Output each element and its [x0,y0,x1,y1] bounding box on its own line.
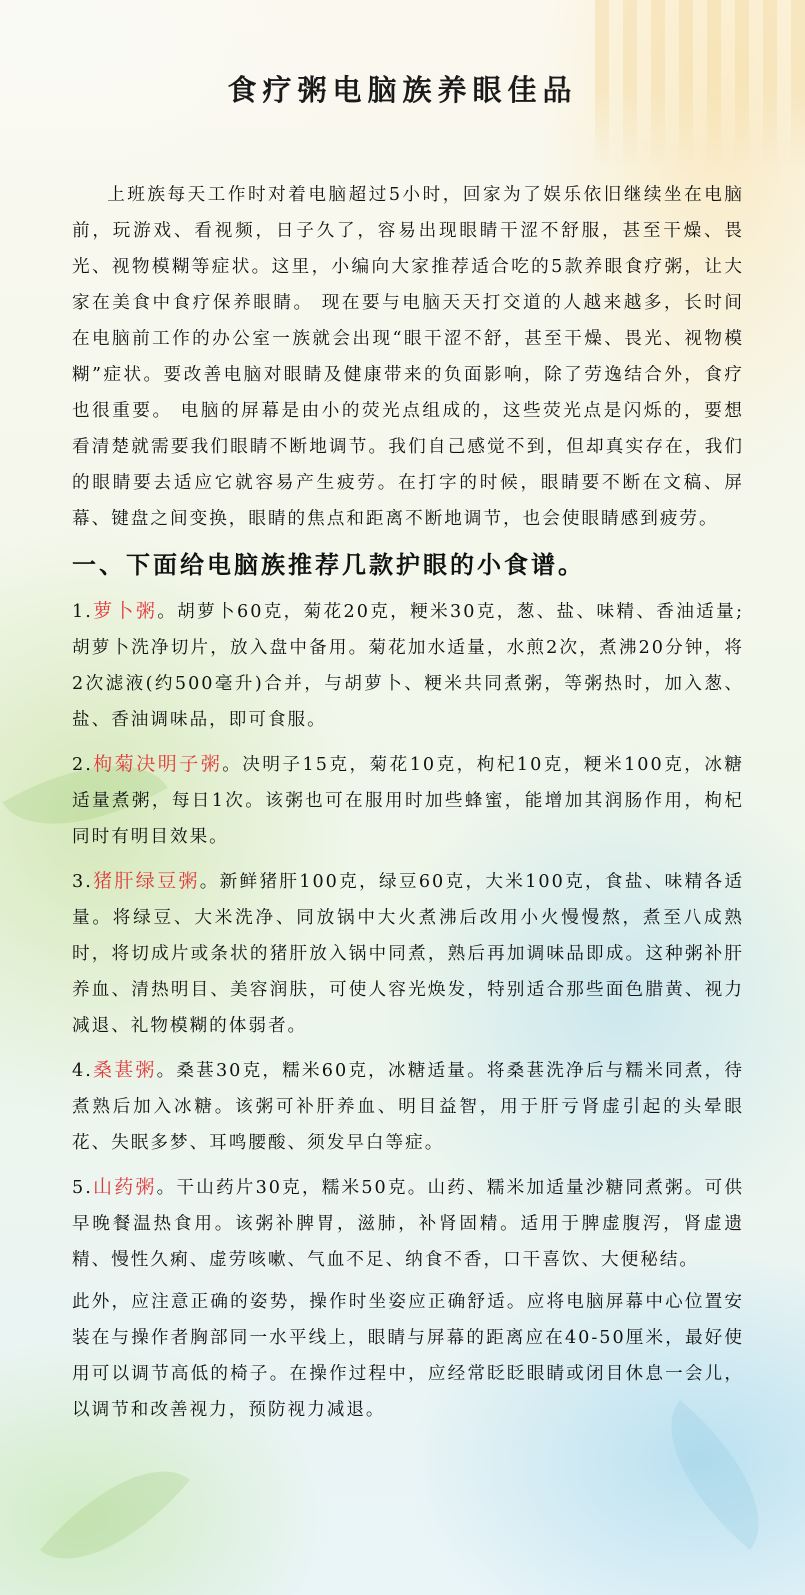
recipe-text: 。干山药片30克，糯米50克。山药、糯米加适量沙糖同煮粥。可供早晚餐温热食用。该粥补脾胃，滋肺，补肾固精。适用于脾虚腹泻，肾虚遗精、慢性久痢、虚劳咳嗽、气血不足、纳食不香，口干喜饮、大便秘结。 [72,1178,744,1270]
recipe-number: 2. [72,755,93,775]
recipe-number: 1. [72,602,93,622]
recipe-item [72,1052,744,1161]
recipe-item [72,863,744,1044]
recipe-text: 。新鲜猪肝100克，绿豆60克，大米100克，食盐、味精各适量。将绿豆、大米洗净、同放锅中大火煮沸后改用小火慢慢熬，煮至八成熟时，将切成片或条状的猪肝放入锅中同煮，熟后再加调味品即成。这种粥补肝养血、清热明目、美容润肤，可使人容光焕发，特别适合那些面色腊黄、视力减退、礼物模糊的体弱者。 [72,872,744,1036]
intro-paragraph: 上班族每天工作时对着电脑超过5小时，回家为了娱乐依旧继续坐在电脑前，玩游戏、看视频，日子久了，容易出现眼睛干涩不舒服，甚至干燥、畏光、视物模糊等症状。这里，小编向大家推荐适合吃的5款养眼食疗粥，让大家在美食中食疗保养眼睛。 现在要与电脑天天打交道的人越来越多，长时间在电脑前工作的办公室一族就会出现“眼干涩不舒，甚至干燥、畏光、视物模糊”症状。要改善电脑对眼睛及健康带来的负面影响，除了劳逸结合外，食疗也很重要。 电脑的屏幕是由小的荧光点组成的，这些荧光点是闪烁的，要想看清楚就需要我们眼睛不断地调节。我们自己感觉不到，但却真实存在，我们的眼睛要去适应它就容易产生疲劳。在打字的时候，眼睛要不断在文稿、屏幕、键盘之间变换，眼睛的焦点和距离不断地调节，也会使眼睛感到疲劳。 [72,185,744,529]
recipe-item [72,1169,744,1278]
recipe-item [72,593,744,738]
recipe-name: 萝卜粥 [92,600,158,622]
recipe-text: 。桑葚30克，糯米60克，冰糖适量。将桑葚洗净后与糯米同煮，待煮熟后加入冰糖。该粥可补肝养血、明目益智，用于肝亏肾虚引起的头晕眼花、失眠多梦、耳鸣腰酸、须发早白等症。 [72,1061,744,1153]
recipe-name: 桑葚粥 [92,1059,157,1081]
recipe-text: 。胡萝卜60克，菊花20克，粳米30克，葱、盐、味精、香油适量;胡萝卜洗净切片，放入盘中备用。菊花加水适量，水煎2次，煮沸20分钟，将2次滤液(约500毫升)合并，与胡萝卜、粳米共同煮粥，等粥热时，加入葱、盐、香油调味品，即可食服。 [72,602,744,730]
recipe-item [72,746,744,855]
recipe-number: 3. [72,872,93,892]
page-title: 食疗粥电脑族养眼佳品 [227,73,578,107]
article-body [72,177,744,1428]
recipe-number: 5. [72,1178,93,1198]
closing-paragraph: 此外，应注意正确的姿势，操作时坐姿应正确舒适。应将电脑屏幕中心位置安装在与操作者胸部同一水平线上，眼睛与屏幕的距离应在40-50厘米，最好使用可以调节高低的椅子。在操作过程中，应经常眨眨眼睛或闭目休息一会儿，以调节和改善视力，预防视力减退。 [72,1292,744,1420]
leaf-decoration [40,1435,190,1595]
recipe-name: 猪肝绿豆粥 [92,870,200,892]
recipe-name: 枸菊决明子粥 [92,753,223,775]
recipe-name: 山药粥 [92,1176,157,1198]
section-heading: 一、下面给电脑族推荐几款护眼的小食谱。 [72,550,585,579]
recipe-number: 4. [72,1061,93,1081]
recipe-text: 。决明子15克，菊花10克，枸杞10克，粳米100克，冰糖适量煮粥，每日1次。该粥也可在服用时加些蜂蜜，能增加其润肠作用，枸杞同时有明目效果。 [72,755,744,847]
